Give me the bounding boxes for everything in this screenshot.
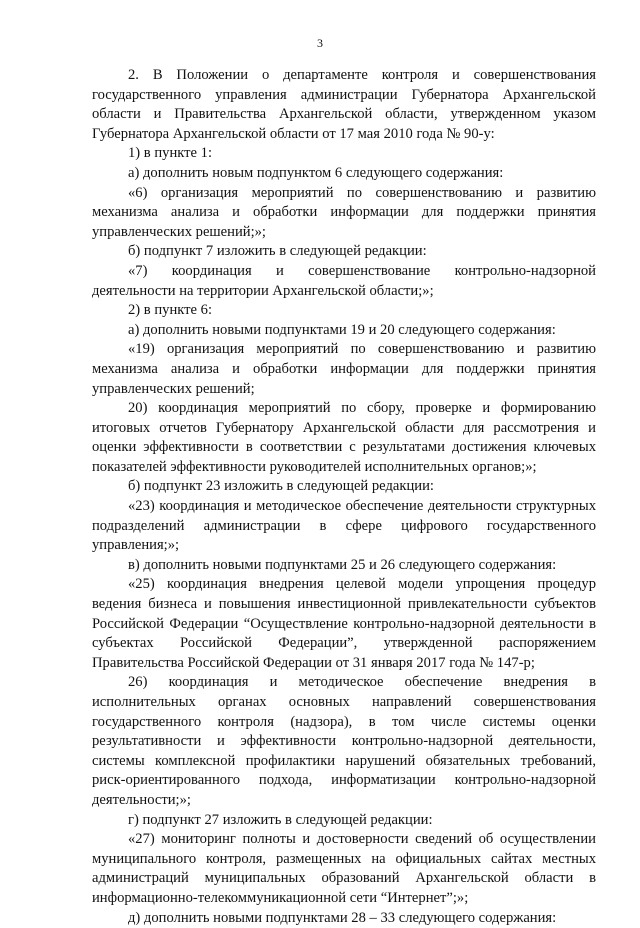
paragraph: 20) координация мероприятий по сбору, проверке и формированию итоговых отчетов Губернатору Архангельской области для рассмотрения и оценки эффективности в соответствии с результатами достижения ключевых показателей эффективности руководителей исполнительных органов;»; (92, 400, 596, 475)
paragraph: д) дополнить новыми подпунктами 28 – 33 следующего содержания: (128, 909, 557, 926)
paragraph: б) подпункт 7 изложить в следующей редакции: (128, 243, 427, 260)
paragraph: а) дополнить новыми подпунктами 19 и 20 следующего содержания: (128, 321, 556, 338)
paragraph: «23) координация и методическое обеспечение деятельности структурных подразделений администрации в сфере цифрового государственного управления;»; (92, 498, 596, 554)
page-number: 3 (317, 36, 323, 50)
paragraph: «27) мониторинг полноты и достоверности сведений об осуществлении муниципального контроля, размещенных на официальных сайтах местных администраций муниципальных образований Архангельской области в информационно-телекоммуникационной сети “Интернет”;»; (92, 831, 596, 906)
document-body (92, 66, 596, 928)
paragraph: «19) организация мероприятий по совершенствованию и развитию механизма анализа и обработки информации для поддержки принятия управленческих решений; (92, 341, 596, 397)
paragraph: «6) организация мероприятий по совершенствованию и развитию механизма анализа и обработки информации для поддержки принятия управленческих решений;»; (92, 184, 596, 240)
paragraph: 26) координация и методическое обеспечение внедрения в исполнительных органах основных направлений совершенствования государственного контроля (надзора), в том числе системы оценки результативности и эффективности контрольно-надзорной деятельности, системы комплексной профилактики нарушений обязательных требований, риск-ориентированного подхода, информатизации контрольно-надзорной деятельности;»; (92, 674, 596, 808)
paragraph: б) подпункт 23 изложить в следующей редакции: (128, 478, 434, 495)
paragraph: 2) в пункте 6: (128, 302, 213, 319)
paragraph: 1) в пункте 1: (128, 145, 213, 162)
paragraph: в) дополнить новыми подпунктами 25 и 26 следующего содержания: (128, 556, 557, 573)
paragraph: а) дополнить новым подпунктом 6 следующего содержания: (128, 164, 504, 181)
paragraph: «7) координация и совершенствование контрольно-надзорной деятельности на территории Архангельской области;»; (92, 262, 596, 299)
paragraph: 2. В Положении о департаменте контроля и совершенствования государственного управления администрации Губернатора Архангельской области и Правительства Архангельской области, утвержденном указом Губернатора Архангельской области от 17 мая 2010 года № 90-у: (92, 67, 596, 142)
paragraph: г) подпункт 27 изложить в следующей редакции: (128, 811, 433, 828)
paragraph: «25) координация внедрения целевой модели упрощения процедур ведения бизнеса и повышения инвестиционной привлекательности субъектов Российской Федерации “Осуществление контрольно-надзорной деятельности в субъектах Российской Федерации”, утвержденной распоряжением Правительства Российской Федерации от 31 января 2017 года № 147-р; (92, 576, 596, 671)
